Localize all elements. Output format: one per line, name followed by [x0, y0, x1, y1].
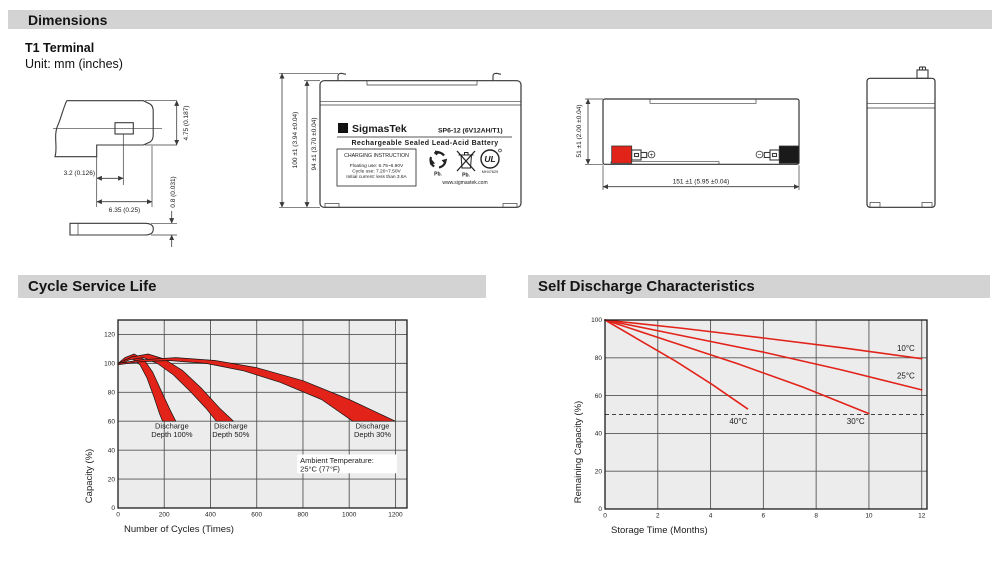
y-axis-title: Remaining Capacity (%) [573, 400, 584, 504]
battery-end-view [855, 60, 955, 215]
dim-length: 151 ±1 (5.95 ±0.04) [672, 178, 730, 186]
y-tick-label: 0 [598, 506, 602, 514]
y-tick-label: 100 [591, 317, 602, 325]
battery-front-view [275, 60, 525, 215]
charging-row-2: Cycle use: 7.20~7.50V [352, 169, 401, 175]
x-tick-label: 0 [116, 511, 120, 519]
y-tick-label: 120 [104, 331, 115, 339]
y-tick-label: 40 [594, 430, 602, 438]
brand-name: SigmasTek [352, 123, 407, 135]
self-discharge-chart [545, 308, 985, 553]
series-annotation: Discharge [154, 421, 189, 431]
self-discharge-header [528, 275, 990, 298]
end-view-terminal [917, 67, 928, 78]
dim-tab-length: 6.35 (0.25) [108, 207, 141, 214]
sigma-logo-icon: Σ [340, 124, 346, 133]
ambient-note-line: 25°C (77°F) [300, 464, 340, 474]
cycle-service-life-title: Cycle Service Life [28, 278, 157, 295]
y-tick-label: 60 [594, 392, 602, 400]
charging-title: CHARGING INSTRUCTION [344, 153, 409, 159]
y-axis-title: Capacity (%) [84, 448, 95, 504]
series-label: 40°C [729, 416, 748, 426]
website-text: www.sigmastek.com [442, 180, 488, 186]
series-annotation: Discharge [213, 421, 248, 431]
x-tick-label: 6 [761, 512, 766, 520]
series-annotation: Discharge [355, 421, 390, 431]
ambient-note-line: Ambient Temperature: [300, 456, 374, 466]
dim-height-inner: 94 ±1 (3.70 ±0.04) [311, 117, 318, 171]
terminal-tab-left [338, 73, 346, 80]
series-label: 10°C [896, 344, 915, 354]
x-axis-title: Storage Time (Months) [611, 525, 708, 536]
charging-row-1: Floating use: 6.75~6.90V [349, 164, 404, 169]
series-annotation: Depth 30% [353, 430, 392, 440]
terminal-type-heading: T1 Terminal [25, 41, 95, 55]
series-label: 25°C [896, 371, 915, 381]
terminal-outline [53, 101, 177, 207]
y-tick-label: 0 [111, 505, 115, 513]
charging-row-3: Initial current: less than 3.6A [346, 175, 407, 180]
x-tick-label: 600 [251, 511, 263, 519]
x-axis-title: Number of Cycles (Times) [124, 524, 234, 535]
recycle-pb-label: Pb. [434, 171, 442, 178]
battery-type-line: Rechargeable Sealed Lead-Acid Battery [351, 140, 499, 147]
cycle-service-life-header [18, 275, 486, 298]
battery-top-view [565, 85, 835, 200]
series-annotation: Depth 100% [151, 430, 193, 440]
y-tick-label: 80 [107, 389, 115, 397]
x-tick-label: 1000 [341, 511, 357, 519]
unit-note: Unit: mm (inches) [25, 57, 123, 71]
bin-pb-label: Pb. [462, 172, 470, 179]
dim-height-outer: 100 ±1 (3.94 ±0.04) [292, 111, 299, 169]
terminal-detail-drawing [25, 85, 240, 245]
x-tick-label: 800 [297, 511, 309, 519]
x-tick-label: 1200 [388, 511, 403, 519]
dim-hole-offset: 3.2 (0.126) [63, 170, 95, 177]
x-tick-label: 0 [603, 512, 607, 520]
y-tick-label: 60 [107, 418, 115, 426]
cycle-service-life-chart [55, 308, 445, 553]
svg-text:+: + [649, 151, 654, 159]
dim-tab-width: 4.75 (0.187) [183, 105, 190, 141]
negative-terminal-block [779, 146, 799, 163]
x-tick-label: 10 [865, 512, 873, 520]
x-tick-label: 4 [708, 512, 713, 520]
ul-file-number: MH47629 [481, 170, 499, 174]
ul-letters: UL [484, 154, 496, 164]
y-tick-label: 100 [104, 360, 115, 368]
series-label: 30°C [846, 416, 865, 426]
model-number: SP6-12 (6V12AH/T1) [438, 127, 503, 135]
dim-thickness: 0.8 (0.031) [170, 176, 177, 208]
dimensions-header-bar [8, 10, 992, 29]
y-tick-label: 40 [107, 447, 115, 455]
x-tick-label: 400 [205, 511, 216, 519]
x-tick-label: 8 [814, 512, 818, 520]
positive-terminal-block [612, 146, 632, 163]
svg-text:−: − [757, 151, 762, 159]
y-tick-label: 20 [594, 468, 602, 476]
dim-depth: 51 ±1 (2.00 ±0.04) [576, 104, 583, 158]
self-discharge-title: Self Discharge Characteristics [538, 278, 755, 295]
x-tick-label: 12 [918, 512, 926, 520]
cycle-life-plot [84, 320, 407, 535]
x-tick-label: 2 [655, 512, 660, 520]
dimensions-title: Dimensions [28, 11, 108, 28]
x-tick-label: 200 [158, 511, 170, 519]
terminal-tab-right [493, 73, 501, 80]
self-discharge-plot [573, 317, 927, 536]
series-annotation: Depth 50% [212, 430, 250, 440]
y-tick-label: 20 [107, 476, 115, 484]
y-tick-label: 80 [594, 355, 602, 362]
